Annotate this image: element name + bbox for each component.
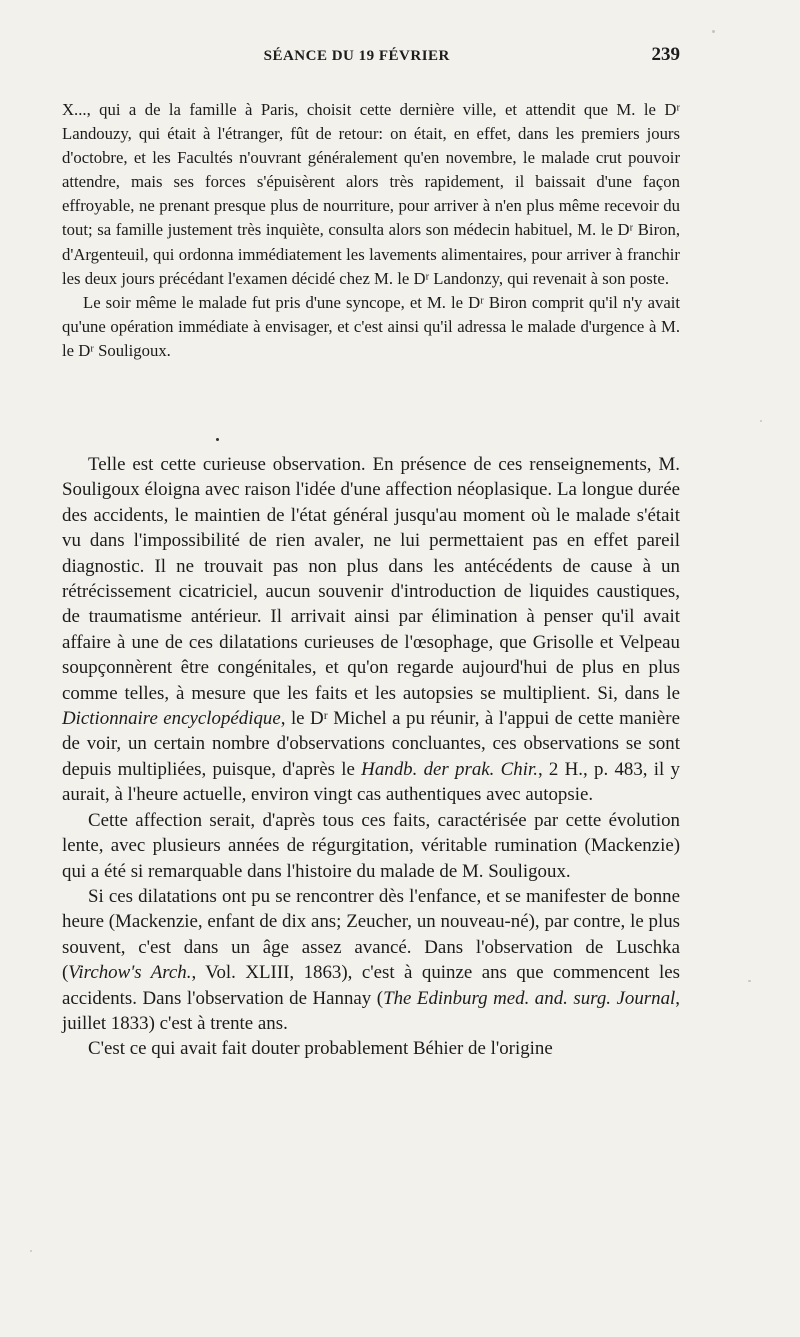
commentary-paragraph-3 — [62, 884, 680, 1036]
italic-title: Handb. der prak. Chir. — [361, 758, 538, 780]
text-run: Telle est cette curieuse observation. En présence de ces renseignements, M. Souligoux éloigna avec raison l'idée d'une affection néoplasique. La longue durée des accidents, le maintien de l'état général jusqu'au moment où le malade s'était vu dans l'impossibilité de rien avaler, ne lui permettaient pas en effet pareil diagnostic. Il ne trouvait pas non plus dans les antécédents de cause à un rétrécissement cicatriciel, aucun souvenir d'introduction de liquides caustiques, de traumatisme antérieur. Il arrivait ainsi par élimination à penser qu'il avait affaire à une de ces dilatations curieuses de l'œsophage, que Grisolle et Velpeau soupçonnèrent être congénitales, et qu'on regarde aujourd'hui de plus en plus comme telles, à mesure que les faits et les autopsies se multiplient. Si, dans le — [62, 454, 680, 704]
observation-paragraph-1: X..., qui a de la famille à Paris, choisit cette dernière ville, et attendit que M. le Dʳ Landouzy, qui était à l'étranger, fût de retour: on était, en effet, dans les premiers jours d'octobre, et les Facultés n'ouvrant généralement qu'en novembre, le malade crut pouvoir attendre, mais ses forces s'épuisèrent alors très rapidement, il baissait d'une façon effroyable, ne prenant presque plus de nourriture, pour arriver à n'en plus même recevoir du tout; sa famille justement très inquiète, consulta alors son médecin habituel, M. le Dʳ Biron, d'Argenteuil, qui ordonna immédiatement les lavements alimentaires, pour arriver à franchir les deux jours précédant l'examen décidé chez M. le Dʳ Landonzy, qui revenait à son poste. — [62, 100, 680, 288]
italic-title: Virchow's Arch. — [68, 962, 192, 984]
text-run: , Vol. XLIII, 1863), c'est à quinze ans que commencent les accidents. Dans l'observation de Hannay ( — [62, 962, 680, 1009]
page-number: 239 — [651, 44, 680, 65]
text-run: , le Dʳ Michel a pu réunir, à l'appui de cette manière de voir, un certain nombre d'observations concluantes, ces observations se sont depuis multipliées, puisque, d'après le — [62, 708, 680, 780]
italic-title: The Edinburg med. and. surg. Journal — [383, 987, 676, 1009]
italic-title: Dictionnaire encyclopédique — [62, 708, 281, 730]
paper-speck — [30, 1250, 32, 1252]
paper-speck — [712, 30, 715, 33]
text-run: , juillet 1833) c'est à trente ans. — [62, 987, 681, 1034]
commentary-paragraph-4: C'est ce qui avait fait douter probablement Béhier de l'origine — [88, 1038, 553, 1060]
observation-paragraph-2: Le soir même le malade fut pris d'une syncope, et M. le Dʳ Biron comprit qu'il n'y avait qu'une opération immédiate à envisager, et c'est ainsi qu'il adressa le malade d'urgence à M. le Dʳ Souligoux. — [62, 292, 680, 360]
running-head: SÉANCE DU 19 FÉVRIER — [263, 48, 450, 64]
page-header — [62, 44, 680, 66]
paper-speck — [760, 420, 762, 422]
paper-speck — [748, 980, 751, 982]
commentary-paragraph-2: Cette affection serait, d'après tous ces faits, caractérisée par cette évolution lente, avec plusieurs années de régurgitation, véritable rumination (Mackenzie) qui a été si remarquable dans l'histoire du malade de M. Souligoux. — [62, 809, 680, 882]
text-run: , 2 H., p. 483, il y aurait, à l'heure actuelle, environ vingt cas authentiques avec autopsie. — [62, 758, 680, 806]
quoted-observation — [62, 98, 680, 363]
text-run: Si ces dilatations ont pu se rencontrer dès l'enfance, et se manifester de bonne heure (Mackenzie, enfant de dix ans; Zeucher, un nouveau-né), par contre, le plus souvent, c'est dans un âge assez avancé. Dans l'observation de Luschka ( — [62, 885, 680, 984]
commentary — [62, 452, 680, 1062]
commentary-paragraph-1 — [62, 452, 680, 808]
ink-dot — [216, 438, 219, 441]
